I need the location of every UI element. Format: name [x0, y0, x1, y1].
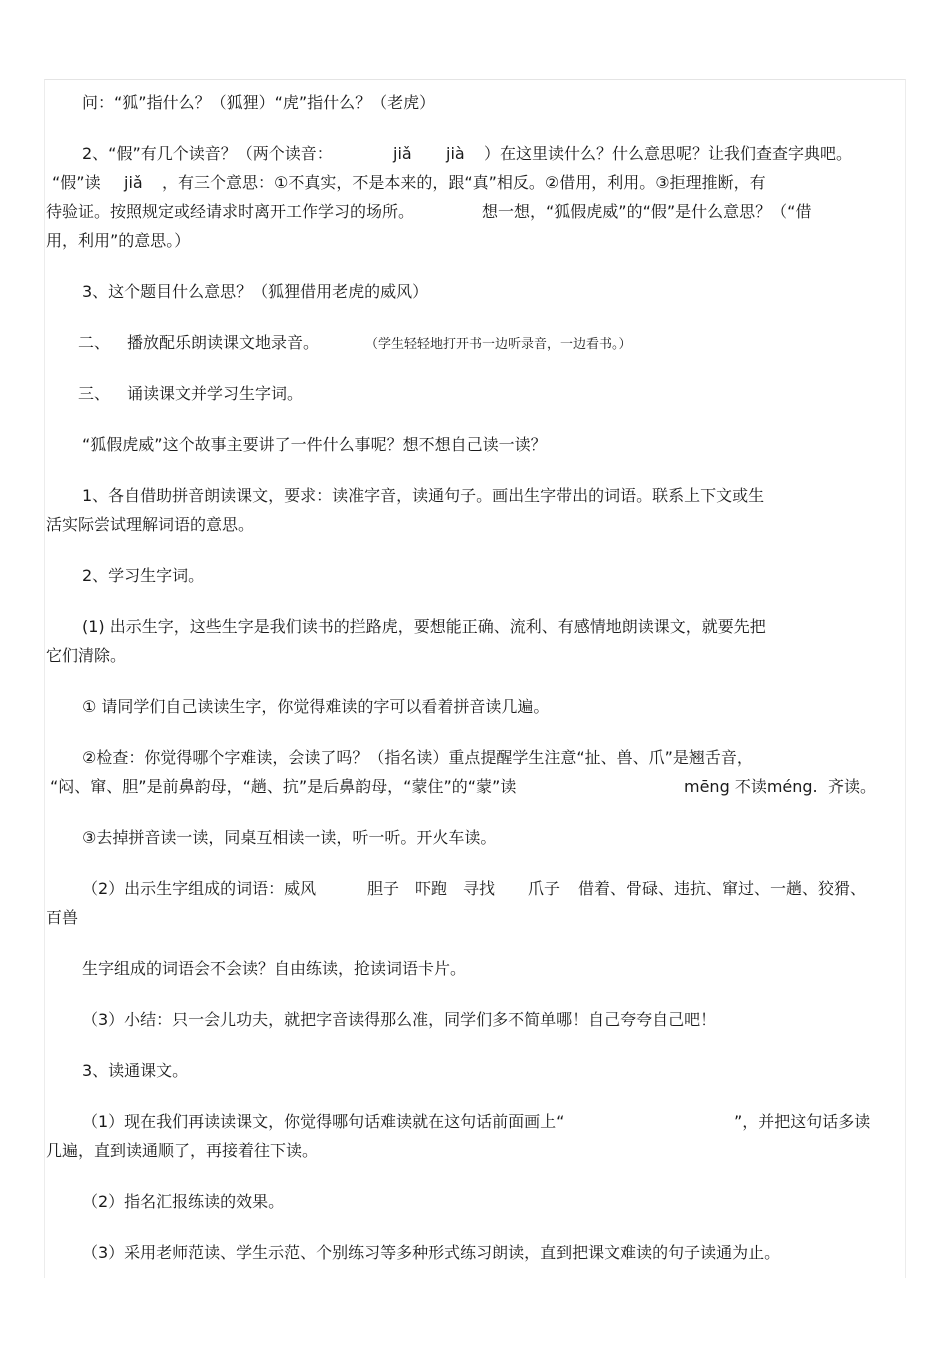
word-danzi: 胆子: [367, 879, 400, 898]
step-1-show-chars-cont: 它们清除。: [46, 646, 127, 665]
word-xiapao: 吓跑: [415, 879, 448, 898]
section-3-number: 三、: [78, 384, 111, 403]
words-practice: 生字组成的词语会不会读？自由练读，抢读词语卡片。: [82, 959, 467, 978]
item-2-jia-question: ）在这里读什么？什么意思呢？让我们查查字典吧。: [484, 144, 853, 163]
step-1-show-chars: (1) 出示生字，这些生字是我们读书的拦路虎，要想能正确、流利、有感情地朗读课文，就要先把: [82, 617, 766, 636]
section-3-title: 诵读课文并学习生字词。: [127, 384, 304, 403]
section-2-note: （学生轻轻地打开书一边听录音，一边看书。）: [365, 337, 632, 352]
pinyin-jia4: jià: [446, 144, 465, 163]
read-together: 齐读。: [828, 777, 877, 796]
item-3-read-text: 3、读通课文。: [82, 1061, 189, 1080]
item-1-instructions: 1、各自借助拼音朗读课文，要求：读准字音，读通句子。画出生字带出的词语。联系上下文或生: [82, 486, 765, 505]
circle-3-read: ③去掉拼音读一读，同桌互相读一读，听一听。开火车读。: [82, 828, 497, 847]
pinyin-jia3: jiǎ: [393, 144, 412, 163]
document-page: [44, 79, 906, 1278]
question-hu-hu: 问：“狐”指什么？（狐狸）“虎”指什么？（老虎）: [82, 93, 436, 112]
jia-meanings-cont: 待验证。按照规定或经请求时离开工作学习的场所。: [46, 202, 415, 221]
words-list: 借着、骨碌、违抗、窜过、一趟、狡猾、: [578, 879, 867, 898]
jia-read-label: “假”读: [52, 173, 101, 192]
section-2-title: 播放配乐朗读课文地录音。: [127, 333, 320, 352]
read-step-3: （3）采用老师范读、学生示范、个别练习等多种形式练习朗读，直到把课文难读的句子读通为止。: [82, 1243, 781, 1262]
item-3-title-meaning: 3、这个题目什么意思？（狐狸借用老虎的威风）: [82, 282, 429, 301]
story-question: “狐假虎威”这个故事主要讲了一件什么事呢？想不想自己读一读？: [82, 435, 547, 454]
pinyin-jia3-b: jiǎ: [124, 173, 143, 192]
step-3-summary: （3）小结：只一会儿功夫，就把字音读得那么准，同学们多不简单哪！自己夸夸自己吧！: [82, 1010, 717, 1029]
circle-1-read: ① 请同学们自己读读生字，你觉得难读的字可以看着拼音读几遍。: [82, 697, 550, 716]
item-2-vocab: 2、学习生字词。: [82, 566, 205, 585]
word-baishou: 百兽: [46, 908, 79, 927]
step-2-words-label: （2）出示生字组成的词语：威风: [82, 879, 317, 898]
circle-2-check: ②检查：你觉得哪个字难读，会读了吗？（指名读）重点提醒学生注意“扯、兽、爪”是翘舌音，: [82, 748, 753, 767]
read-step-1: （1）现在我们再读读课文，你觉得哪句话难读就在这句话前面画上“: [82, 1112, 565, 1131]
item-1-instructions-cont: 活实际尝试理解词语的意思。: [46, 515, 255, 534]
think-answer: 用，利用”的意思。）: [46, 231, 191, 250]
section-2-number: 二、: [78, 333, 111, 352]
item-2-jia-readings: 2、“假”有几个读音？（两个读音：: [82, 144, 333, 163]
read-step-1-cont: 几遍，直到读通顺了，再接着往下读。: [46, 1141, 319, 1160]
word-zhuazi: 爪子: [528, 879, 561, 898]
read-step-1-end: ”，并把这句话多读: [734, 1112, 871, 1131]
pinyin-meng: mēng 不读méng.: [684, 777, 818, 796]
read-step-2: （2）指名汇报练读的效果。: [82, 1192, 285, 1211]
word-xunzhao: 寻找: [463, 879, 496, 898]
think-question: 想一想，“狐假虎威”的“假”是什么意思？（“借: [482, 202, 812, 221]
jia-meanings: ，有三个意思：①不真实，不是本来的，跟“真”相反。②借用，利用。③拒理推断，有: [162, 173, 766, 192]
circle-2-check-cont: “闷、窜、胆”是前鼻韵母，“趟、抗”是后鼻韵母，“蒙住”的“蒙”读: [50, 777, 517, 796]
